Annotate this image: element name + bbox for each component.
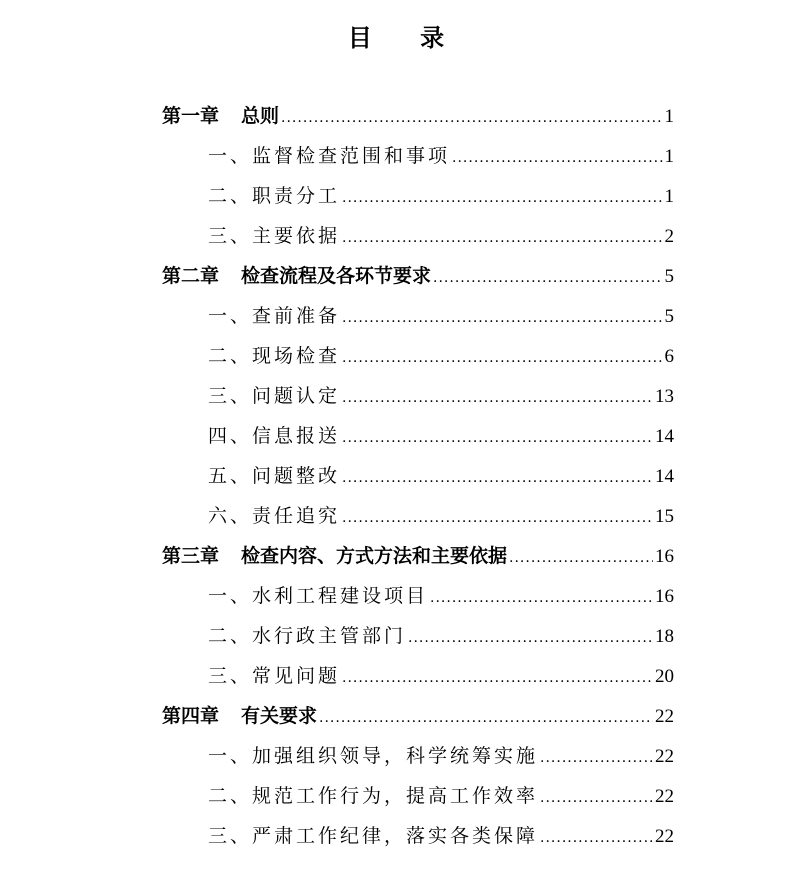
section-label: 二、职责分工 [208,185,341,207]
page-number: 14 [655,426,674,447]
toc-entry-section[interactable] [162,776,674,816]
section-label: 三、主要依据 [208,225,341,247]
section-label: 五、问题整改 [208,465,341,487]
toc-list [162,96,674,856]
chapter-label: 检查内容、方式方法和主要依据 [241,545,508,567]
page-number: 22 [655,706,674,727]
toc-entry-section[interactable] [162,736,674,776]
chapter-label: 总则 [241,105,280,127]
toc-entry-section[interactable] [162,416,674,456]
page-number: 1 [664,186,674,207]
toc-entry-chapter-2[interactable] [162,256,674,296]
dot-leader [342,218,662,258]
section-label: 一、查前准备 [208,305,341,327]
toc-entry-section[interactable] [162,376,674,416]
dot-leader [433,258,662,298]
page-number: 22 [655,786,674,807]
dot-leader [281,98,662,138]
dot-leader [342,298,662,338]
section-label: 一、水利工程建设项目 [208,585,429,607]
chapter-number: 第四章 [162,705,220,727]
chapter-number: 第二章 [162,265,220,287]
page-number: 16 [655,546,674,567]
dot-leader [342,418,653,458]
page-number: 20 [655,666,674,687]
section-label: 三、常见问题 [208,665,341,687]
toc-entry-section[interactable] [162,456,674,496]
toc-entry-chapter-4[interactable] [162,696,674,736]
page-number: 5 [664,306,674,327]
section-label: 二、规范工作行为，提高工作效率 [208,785,539,807]
toc-title: 目 录 [347,24,465,52]
toc-entry-chapter-3[interactable] [162,536,674,576]
toc-entry-chapter-1[interactable] [162,96,674,136]
dot-leader [509,538,653,578]
page-number: 6 [664,346,674,367]
toc-entry-section[interactable] [162,576,674,616]
page-number: 22 [655,826,674,847]
toc-entry-section[interactable] [162,336,674,376]
toc-entry-section[interactable] [162,296,674,336]
dot-leader [430,578,653,618]
toc-entry-section[interactable] [162,616,674,656]
section-label: 一、加强组织领导，科学统筹实施 [208,745,539,767]
chapter-label: 检查流程及各环节要求 [241,265,432,287]
section-label: 三、严肃工作纪律，落实各类保障 [208,825,539,847]
dot-leader [452,138,662,178]
dot-leader [342,658,653,698]
page-number: 22 [655,746,674,767]
dot-leader [408,618,653,658]
chapter-number: 第一章 [162,105,220,127]
dot-leader [342,458,653,498]
dot-leader [540,778,653,818]
section-label: 二、现场检查 [208,345,341,367]
page-number: 1 [664,106,674,127]
page-number: 13 [655,386,674,407]
page-number: 1 [664,146,674,167]
page-number: 2 [664,226,674,247]
section-label: 六、责任追究 [208,505,341,527]
toc-entry-section[interactable] [162,496,674,536]
toc-entry-section[interactable] [162,816,674,856]
section-label: 四、信息报送 [208,425,341,447]
dot-leader [342,498,653,538]
chapter-label: 有关要求 [241,705,318,727]
dot-leader [342,178,662,218]
toc-entry-section[interactable] [162,656,674,696]
page-number: 15 [655,506,674,527]
dot-leader [540,738,653,778]
toc-entry-section[interactable] [162,176,674,216]
page-number: 5 [664,266,674,287]
toc-entry-section[interactable] [162,136,674,176]
toc-entry-section[interactable] [162,216,674,256]
dot-leader [342,378,653,418]
section-label: 一、监督检查范围和事项 [208,145,451,167]
dot-leader [319,698,653,738]
dot-leader [342,338,662,378]
section-label: 三、问题认定 [208,385,341,407]
chapter-number: 第三章 [162,545,220,567]
page-number: 18 [655,626,674,647]
section-label: 二、水行政主管部门 [208,625,407,647]
page-number: 14 [655,466,674,487]
page-number: 16 [655,586,674,607]
dot-leader [540,818,653,858]
